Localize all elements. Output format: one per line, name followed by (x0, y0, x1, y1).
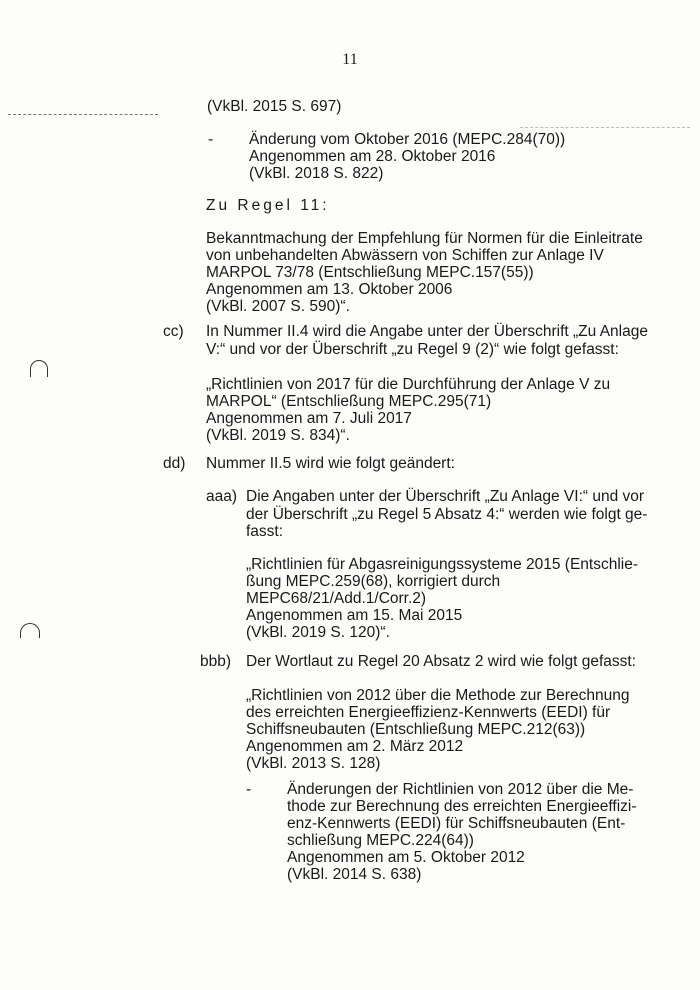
paragraph-line: der Überschrift „zu Regel 5 Absatz 4:“ werden wie folgt ge- (246, 506, 648, 523)
punch-hole-mark-top (30, 360, 48, 377)
list-label-dd: dd) (163, 455, 186, 472)
bullet-dash: - (208, 131, 214, 148)
paragraph-line: (VkBl. 2007 S. 590)“. (206, 298, 350, 315)
list-label-bbb: bbb) (200, 653, 232, 670)
bullet-dash: - (246, 781, 252, 798)
quoted-line: „Richtlinien von 2017 für die Durchführung der Anlage V zu (206, 376, 611, 393)
amendment-line: enz-Kennwerts (EEDI) für Schiffsneubauten (Ent- (287, 815, 626, 832)
quoted-line: (VkBl. 2013 S. 128) (246, 755, 381, 772)
reference-line: (VkBl. 2015 S. 697) (207, 98, 342, 115)
scan-dashed-rule-right (520, 127, 690, 128)
quoted-line: Schiffsneubauten (Entschließung MEPC.212(63)) (246, 721, 586, 738)
quoted-line: Angenommen am 15. Mai 2015 (246, 607, 463, 624)
quoted-line: (VkBl. 2019 S. 834)“. (206, 427, 350, 444)
quoted-line: des erreichten Energieeffizienz-Kennwerts (EEDI) für (246, 704, 611, 721)
quoted-line: Angenommen am 7. Juli 2017 (206, 410, 412, 427)
list-label-aaa: aaa) (206, 488, 238, 505)
list-label-cc: cc) (163, 323, 184, 340)
paragraph-line: von unbehandelten Abwässern von Schiffen zur Anlage IV (206, 247, 604, 264)
scan-dashed-rule-left (8, 114, 158, 115)
paragraph-line: MARPOL 73/78 (Entschließung MEPC.157(55)) (206, 264, 534, 281)
amendment-line: Angenommen am 5. Oktober 2012 (287, 849, 525, 866)
quoted-line: „Richtlinien von 2012 über die Methode zur Berechnung (246, 687, 630, 704)
quoted-line: (VkBl. 2019 S. 120)“. (246, 624, 390, 641)
amendment-line: (VkBl. 2014 S. 638) (287, 866, 422, 883)
quoted-line: MEPC68/21/Add.1/Corr.2) (246, 590, 427, 607)
paragraph-line: Bekanntmachung der Empfehlung für Normen für die Einleitrate (206, 230, 643, 247)
paragraph-line: V:“ und vor der Überschrift „zu Regel 9 (2)“ wie folgt gefasst: (206, 341, 619, 358)
amendment-line: Änderungen der Richtlinien von 2012 über die Me- (287, 781, 634, 798)
paragraph-line: Nummer II.5 wird wie folgt geändert: (206, 455, 455, 472)
paragraph-line: Die Angaben unter der Überschrift „Zu Anlage VI:“ und vor (246, 488, 645, 505)
quoted-line: ßung MEPC.259(68), korrigiert durch (246, 573, 501, 590)
paragraph-line: Der Wortlaut zu Regel 20 Absatz 2 wird wie folgt gefasst: (246, 653, 636, 670)
quoted-line: Angenommen am 2. März 2012 (246, 738, 464, 755)
amendment-line: thode zur Berechnung des erreichten Energieeffizi- (287, 798, 637, 815)
page-number: 11 (342, 51, 358, 68)
paragraph-line: In Nummer II.4 wird die Angabe unter der Überschrift „Zu Anlage (206, 323, 648, 340)
punch-hole-mark-bottom (20, 623, 40, 638)
amendment-line: (VkBl. 2018 S. 822) (249, 165, 384, 182)
amendment-line: Angenommen am 28. Oktober 2016 (249, 148, 496, 165)
amendment-line: schließung MEPC.224(64)) (287, 832, 474, 849)
paragraph-line: fasst: (246, 523, 284, 540)
quoted-line: „Richtlinien für Abgasreinigungssysteme 2015 (Entschlie- (246, 556, 639, 573)
quoted-line: MARPOL“ (Entschließung MEPC.295(71) (206, 393, 492, 410)
amendment-line: Änderung vom Oktober 2016 (MEPC.284(70)) (249, 131, 566, 148)
paragraph-line: Angenommen am 13. Oktober 2006 (206, 281, 453, 298)
section-heading-regel-11: Zu Regel 11: (206, 197, 330, 214)
